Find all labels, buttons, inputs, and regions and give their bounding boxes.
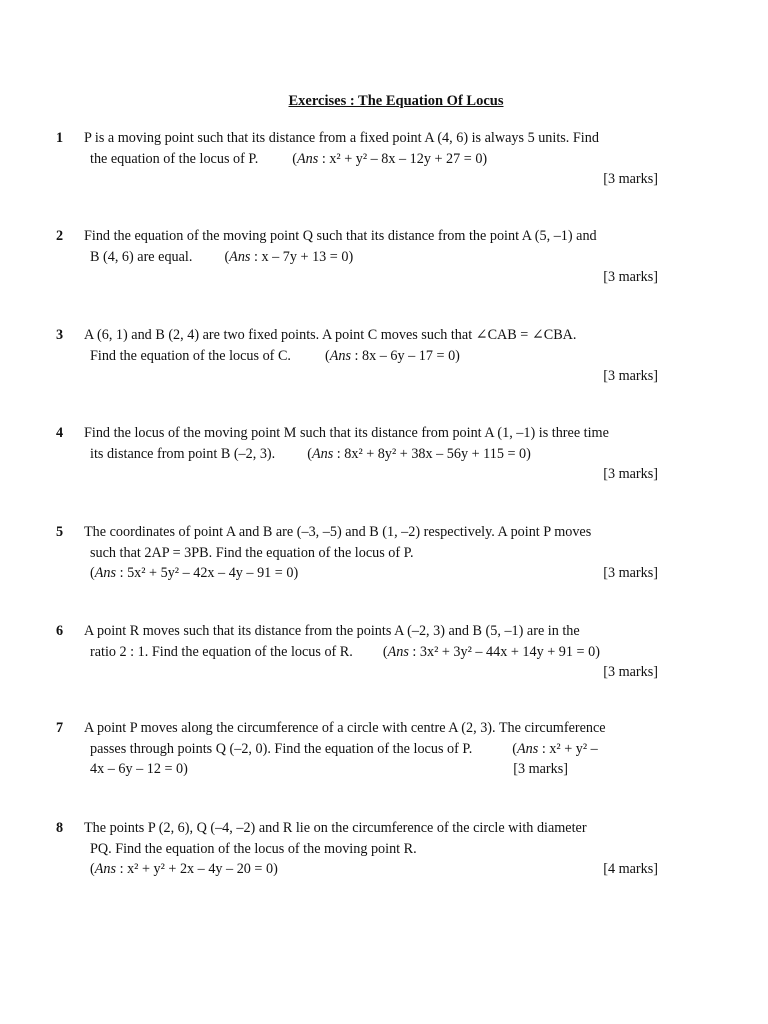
answer: (Ans : 8x² + 8y² + 38x – 56y + 115 = 0) <box>307 445 531 462</box>
question-number: 2 <box>56 228 64 244</box>
marks: [3 marks] <box>603 269 658 285</box>
question-text-line2: B (4, 6) are equal. (Ans : x – 7y + 13 = 0) <box>90 248 354 265</box>
question-2 <box>56 226 704 288</box>
question-3 <box>56 325 704 387</box>
question-text-line2: passes through points Q (–2, 0). Find the equation of the locus of P. (Ans : x² + y² – <box>90 740 598 757</box>
question-1 <box>56 128 704 190</box>
question-number: 5 <box>56 524 64 540</box>
answer: (Ans : 3x² + 3y² – 44x + 14y + 91 = 0) <box>382 643 600 660</box>
question-text-line2: the equation of the locus of P. (Ans : x² + y² – 8x – 12y + 27 = 0) <box>90 150 488 167</box>
question-text: A point P moves along the circumference of a circle with centre A (2, 3). The circumference <box>84 720 606 736</box>
question-number: 4 <box>56 425 64 441</box>
answer: (Ans : x² + y² – <box>512 740 598 757</box>
question-text-line2: its distance from point B (–2, 3). (Ans : 8x² + 8y² + 38x – 56y + 115 = 0) <box>90 445 531 462</box>
question-number: 6 <box>56 623 64 639</box>
question-4 <box>56 423 704 485</box>
answer: (Ans : x² + y² – 8x – 12y + 27 = 0) <box>292 150 488 167</box>
question-number: 1 <box>56 130 64 146</box>
question-7 <box>56 718 704 780</box>
marks: [3 marks] <box>603 466 658 482</box>
question-text-line2: Find the equation of the locus of C. (Ans : 8x – 6y – 17 = 0) <box>90 347 460 364</box>
answer: (Ans : x² + y² + 2x – 4y – 20 = 0) <box>90 861 278 877</box>
marks: [3 marks] <box>603 565 658 581</box>
marks: [3 marks] <box>603 368 658 384</box>
page-title: Exercises : The Equation Of Locus <box>288 93 504 109</box>
question-text: A point R moves such that its distance from the points A (–2, 3) and B (5, –1) are in the <box>84 623 580 639</box>
question-text: P is a moving point such that its distance from a fixed point A (4, 6) is always 5 units. Find <box>84 130 599 146</box>
question-number: 8 <box>56 820 64 836</box>
question-text: The points P (2, 6), Q (–4, –2) and R lie on the circumference of the circle with diameter <box>84 820 587 836</box>
question-text: Find the locus of the moving point M such that its distance from point A (1, –1) is three time <box>84 425 609 441</box>
question-text: A (6, 1) and B (2, 4) are two fixed points. A point C moves such that ∠CAB = ∠CBA. <box>84 327 577 343</box>
question-6 <box>56 621 704 683</box>
question-text-line2: such that 2AP = 3PB. Find the equation of the locus of P. <box>90 544 414 561</box>
marks: [3 marks] <box>603 664 658 680</box>
answer: (Ans : 8x – 6y – 17 = 0) <box>324 347 460 364</box>
answer-continued: 4x – 6y – 12 = 0) <box>90 761 188 777</box>
question-text: Find the equation of the moving point Q such that its distance from the point A (5, –1) and <box>84 228 597 244</box>
question-number: 7 <box>56 720 64 736</box>
marks: [4 marks] <box>603 861 658 877</box>
marks: [3 marks] <box>603 171 658 187</box>
answer: (Ans : 5x² + 5y² – 42x – 4y – 91 = 0) <box>90 565 299 581</box>
marks: [3 marks] <box>513 761 568 777</box>
question-text: The coordinates of point A and B are (–3, –5) and B (1, –2) respectively. A point P moves <box>84 524 592 540</box>
question-text-line2: PQ. Find the equation of the locus of the moving point R. <box>90 840 417 857</box>
answer: (Ans : x – 7y + 13 = 0) <box>224 248 354 265</box>
question-number: 3 <box>56 327 64 343</box>
question-text-line2: ratio 2 : 1. Find the equation of the locus of R. (Ans : 3x² + 3y² – 44x + 14y + 91 = 0) <box>90 643 600 660</box>
question-5 <box>56 522 704 584</box>
question-8 <box>56 818 704 880</box>
